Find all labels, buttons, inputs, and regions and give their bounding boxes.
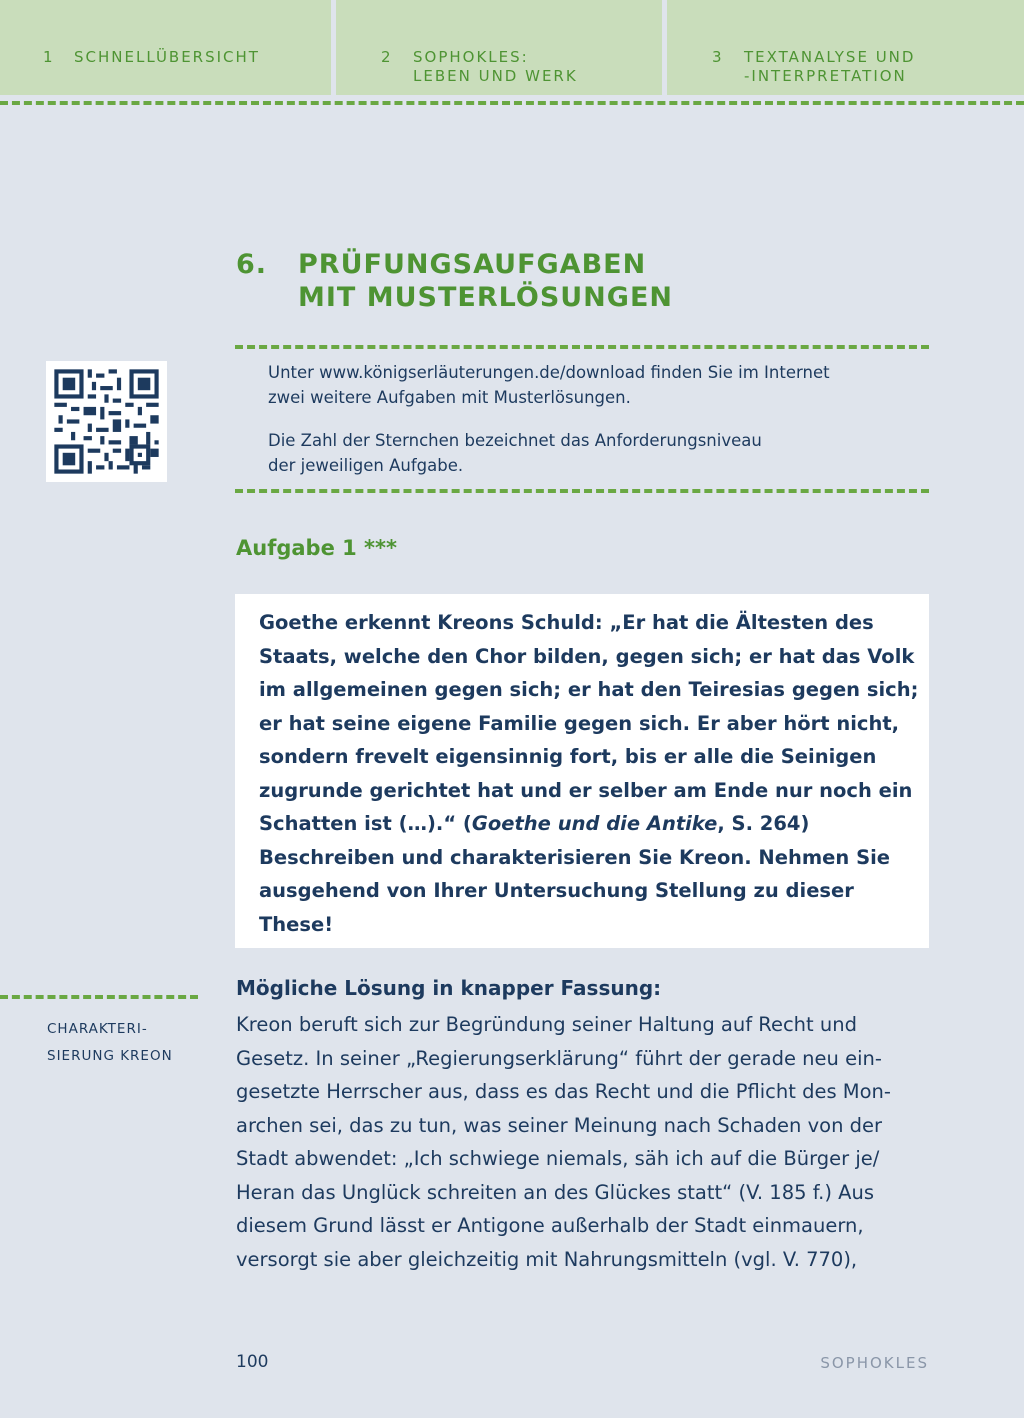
solution-line: versorgt sie aber gleichzeitig mit Nahrungsmitteln (vgl. V. 770),	[236, 1247, 858, 1271]
solution-line: archen sei, das zu tun, was seiner Meinung nach Schaden von der	[236, 1113, 883, 1137]
nav-tab-label: SOPHOKLES: LEBEN UND WERK	[413, 48, 578, 85]
info-top-divider	[235, 345, 929, 349]
book-title: SOPHOKLES	[820, 1354, 929, 1372]
nav-tab-sophokles[interactable]	[336, 0, 662, 95]
task-line: Beschreiben und charakterisieren Sie Kreon. Nehmen Sie	[259, 845, 891, 869]
task-line: Goethe erkennt Kreons Schuld: „Er hat die Ältesten des	[259, 611, 874, 634]
source-title: Goethe und die Antike	[471, 812, 718, 835]
task-line: sondern frevelt eigensinnig fort, bis er alle die Seinigen	[259, 745, 877, 768]
nav-tab-number: 2	[381, 48, 393, 66]
solution-line: Gesetz. In seiner „Regierungserklärung“ führt der gerade neu ein-	[236, 1046, 882, 1070]
task-text	[259, 606, 919, 941]
solution-line: Kreon beruft sich zur Begründung seiner Haltung auf Recht und	[236, 1013, 857, 1036]
solution-line: Stadt abwendet: „Ich schwiege niemals, säh ich auf die Bürger je/	[236, 1147, 880, 1170]
solution-heading: Mögliche Lösung in knapper Fassung:	[236, 976, 662, 1000]
nav-tab-number: 1	[43, 48, 55, 66]
info-paragraph-2	[268, 428, 762, 478]
nav-divider	[0, 101, 1024, 105]
info-paragraph-1	[268, 360, 830, 410]
page-number: 100	[236, 1352, 269, 1372]
chapter-title-line1: PRÜFUNGSAUFGABEN	[298, 249, 647, 280]
chapter-title-line2: MIT MUSTERLÖSUNGEN	[298, 282, 673, 313]
solution-body	[236, 1008, 928, 1276]
task-line: These!	[259, 912, 334, 936]
task-line: ausgehend von Ihrer Untersuchung Stellung zu dieser	[259, 879, 854, 902]
info-line: Die Zahl der Sternchen bezeichnet das Anforderungsniveau	[268, 431, 762, 450]
info-line: zwei weitere Aufgaben mit Musterlösungen.	[268, 388, 631, 407]
task-line: Schatten ist (…).“ (Goethe und die Antike, S. 264)	[259, 812, 810, 835]
task-line: im allgemeinen gegen sich; er hat den Teiresias gegen sich;	[259, 678, 919, 701]
margin-note: CHARAKTERI- SIERUNG KREON	[47, 1021, 173, 1064]
task-line: Staats, welche den Chor bilden, gegen sich; er hat das Volk	[259, 644, 915, 668]
margin-note-divider	[0, 995, 198, 999]
task-title: Aufgabe 1 ***	[236, 536, 397, 560]
info-bottom-divider	[235, 489, 929, 493]
nav-tab-label: TEXTANALYSE UND -INTERPRETATION	[744, 48, 916, 85]
nav-tab-schnelluebersicht[interactable]	[0, 0, 331, 95]
task-box	[235, 594, 929, 948]
task-line: er hat seine eigene Familie gegen sich. Er aber hört nicht,	[259, 711, 900, 735]
solution-line: Heran das Unglück schreiten an des Glückes statt“ (V. 185 f.) Aus	[236, 1180, 875, 1204]
solution-line: diesem Grund lässt er Antigone außerhalb der Stadt einmauern,	[236, 1214, 864, 1237]
nav-tab-textanalyse[interactable]	[667, 0, 1024, 95]
info-line: Unter www.königserläuterungen.de/download finden Sie im Internet	[268, 363, 830, 382]
info-line: der jeweiligen Aufgabe.	[268, 456, 464, 475]
nav-tab-label: SCHNELLÜBERSICHT	[74, 48, 260, 66]
qr-code-icon[interactable]	[46, 361, 167, 482]
nav-tab-number: 3	[712, 48, 724, 66]
solution-line: gesetzte Herrscher aus, dass es das Recht und die Pflicht des Mon-	[236, 1080, 891, 1103]
task-line: zugrunde gerichtet hat und er selber am Ende nur noch ein	[259, 778, 913, 802]
chapter-number: 6.	[236, 249, 268, 280]
